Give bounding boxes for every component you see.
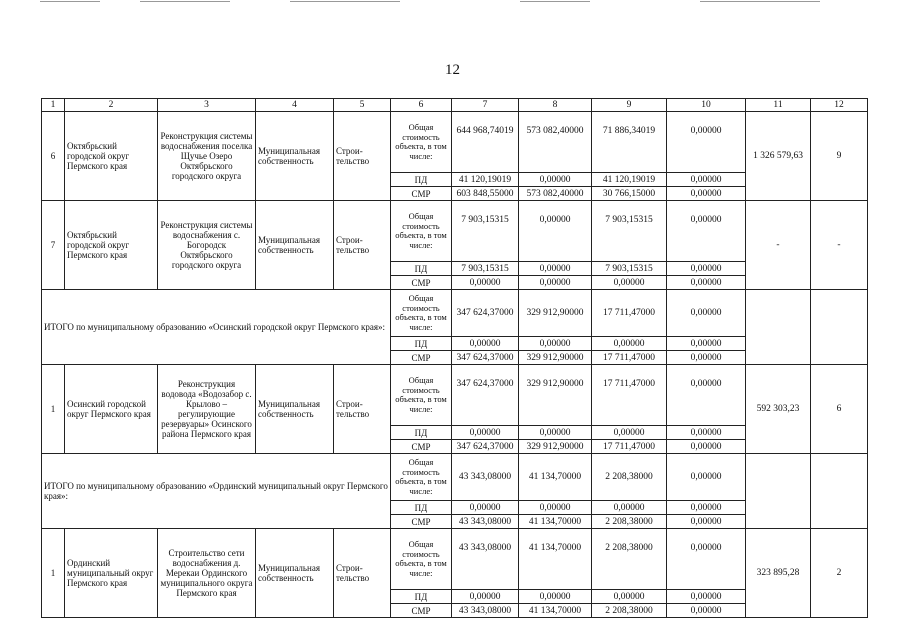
empty-cell bbox=[746, 454, 811, 529]
value-cell: 0,00000 bbox=[667, 337, 746, 351]
value-cell: 2 208,38000 bbox=[592, 529, 667, 590]
value-cell: 17 711,47000 bbox=[592, 351, 667, 365]
value-cell: 71 886,34019 bbox=[592, 112, 667, 173]
value-cell: 0,00000 bbox=[519, 173, 592, 187]
value-cell: 0,00000 bbox=[667, 173, 746, 187]
value-cell: 17 711,47000 bbox=[592, 290, 667, 337]
value-cell: 0,00000 bbox=[592, 426, 667, 440]
value-cell: 329 912,90000 bbox=[519, 351, 592, 365]
value-cell: 2 208,38000 bbox=[592, 515, 667, 529]
value-cell: 2 208,38000 bbox=[592, 454, 667, 501]
table-row bbox=[42, 201, 868, 262]
value-cell: 329 912,90000 bbox=[519, 440, 592, 454]
value-cell: 329 912,90000 bbox=[519, 365, 592, 426]
value-cell: 0,00000 bbox=[452, 276, 519, 290]
value-cell: 0,00000 bbox=[452, 426, 519, 440]
value-cell: 0,00000 bbox=[519, 201, 592, 262]
value-cell: 7 903,15315 bbox=[592, 262, 667, 276]
row-number: 6 bbox=[42, 112, 65, 201]
value-cell: 0,00000 bbox=[519, 337, 592, 351]
value-cell: 0,00000 bbox=[667, 440, 746, 454]
value-cell: 0,00000 bbox=[667, 201, 746, 262]
column-11-cell: 1 326 579,63 bbox=[746, 112, 811, 201]
value-cell: 0,00000 bbox=[667, 365, 746, 426]
value-cell: 347 624,37000 bbox=[452, 365, 519, 426]
column-number: 12 bbox=[811, 99, 868, 112]
pd-label: ПД bbox=[391, 426, 452, 440]
value-cell: 0,00000 bbox=[452, 590, 519, 604]
itogo-row bbox=[42, 454, 868, 501]
column-number: 7 bbox=[452, 99, 519, 112]
column-number-row bbox=[42, 99, 868, 112]
table-row bbox=[42, 365, 868, 426]
value-cell: 0,00000 bbox=[592, 590, 667, 604]
pd-label: ПД bbox=[391, 501, 452, 515]
table-row bbox=[42, 112, 868, 173]
value-cell: 0,00000 bbox=[519, 426, 592, 440]
value-cell: 0,00000 bbox=[667, 515, 746, 529]
value-cell: 41 134,70000 bbox=[519, 529, 592, 590]
project-name-cell: Реконструкция системы водоснабжения с. Богородск Октябрьского городского округа bbox=[158, 201, 256, 290]
value-cell: 7 903,15315 bbox=[452, 201, 519, 262]
table-row bbox=[42, 529, 868, 590]
column-number: 4 bbox=[256, 99, 334, 112]
value-cell: 0,00000 bbox=[667, 276, 746, 290]
column-12-cell: 6 bbox=[811, 365, 868, 454]
smr-label: СМР bbox=[391, 604, 452, 618]
row-number: 7 bbox=[42, 201, 65, 290]
pd-label: ПД bbox=[391, 590, 452, 604]
value-cell: 0,00000 bbox=[519, 262, 592, 276]
value-cell: 2 208,38000 bbox=[592, 604, 667, 618]
project-name-cell: Строительство сети водоснабжения д. Мерекаи Ординского муниципального округа Пермского края bbox=[158, 529, 256, 618]
pd-label: ПД bbox=[391, 337, 452, 351]
projects-table bbox=[41, 98, 868, 618]
value-cell: 0,00000 bbox=[667, 262, 746, 276]
value-cell: 0,00000 bbox=[667, 590, 746, 604]
value-cell: 0,00000 bbox=[667, 454, 746, 501]
municipality-cell: Осинский городской округ Пермского края bbox=[65, 365, 158, 454]
empty-cell bbox=[811, 454, 868, 529]
empty-cell bbox=[746, 290, 811, 365]
scan-top-marks bbox=[0, 0, 905, 4]
total-cost-label: Общая стоимость объекта, в том числе: bbox=[391, 290, 452, 337]
column-number: 6 bbox=[391, 99, 452, 112]
value-cell: 573 082,40000 bbox=[519, 187, 592, 201]
total-cost-label: Общая стоимость объекта, в том числе: bbox=[391, 365, 452, 426]
value-cell: 0,00000 bbox=[667, 529, 746, 590]
smr-label: СМР bbox=[391, 276, 452, 290]
smr-label: СМР bbox=[391, 351, 452, 365]
value-cell: 17 711,47000 bbox=[592, 440, 667, 454]
column-12-cell: 9 bbox=[811, 112, 868, 201]
value-cell: 0,00000 bbox=[592, 276, 667, 290]
value-cell: 7 903,15315 bbox=[592, 201, 667, 262]
municipality-cell: Октябрьский городской округ Пермского края bbox=[65, 201, 158, 290]
pd-label: ПД bbox=[391, 262, 452, 276]
column-number: 5 bbox=[334, 99, 391, 112]
value-cell: 41 134,70000 bbox=[519, 515, 592, 529]
pd-label: ПД bbox=[391, 173, 452, 187]
column-number: 3 bbox=[158, 99, 256, 112]
value-cell: 43 343,08000 bbox=[452, 515, 519, 529]
empty-cell bbox=[811, 290, 868, 365]
smr-label: СМР bbox=[391, 187, 452, 201]
value-cell: 41 134,70000 bbox=[519, 604, 592, 618]
row-number: 1 bbox=[42, 529, 65, 618]
value-cell: 573 082,40000 bbox=[519, 112, 592, 173]
value-cell: 41 120,19019 bbox=[592, 173, 667, 187]
value-cell: 0,00000 bbox=[592, 501, 667, 515]
total-cost-label: Общая стоимость объекта, в том числе: bbox=[391, 454, 452, 501]
column-12-cell: 2 bbox=[811, 529, 868, 618]
value-cell: 7 903,15315 bbox=[452, 262, 519, 276]
project-name-cell: Реконструкция водовода «Водозабор с. Крылово – регулирующие резервуары» Осинского района Пермского края bbox=[158, 365, 256, 454]
value-cell: 644 968,74019 bbox=[452, 112, 519, 173]
smr-label: СМР bbox=[391, 515, 452, 529]
value-cell: 329 912,90000 bbox=[519, 290, 592, 337]
value-cell: 0,00000 bbox=[667, 604, 746, 618]
column-number: 8 bbox=[519, 99, 592, 112]
value-cell: 0,00000 bbox=[667, 112, 746, 173]
smr-label: СМР bbox=[391, 440, 452, 454]
work-type-cell: Строи-тельство bbox=[334, 201, 391, 290]
column-11-cell: - bbox=[746, 201, 811, 290]
ownership-cell: Муниципальная собственность bbox=[256, 365, 334, 454]
itogo-label: ИТОГО по муниципальному образованию «Ординский муниципальный округ Пермского края»: bbox=[42, 454, 391, 529]
value-cell: 0,00000 bbox=[519, 590, 592, 604]
value-cell: 0,00000 bbox=[667, 501, 746, 515]
work-type-cell: Строи-тельство bbox=[334, 112, 391, 201]
value-cell: 43 343,08000 bbox=[452, 604, 519, 618]
ownership-cell: Муниципальная собственность bbox=[256, 529, 334, 618]
ownership-cell: Муниципальная собственность bbox=[256, 112, 334, 201]
value-cell: 41 134,70000 bbox=[519, 454, 592, 501]
value-cell: 0,00000 bbox=[592, 337, 667, 351]
row-number: 1 bbox=[42, 365, 65, 454]
total-cost-label: Общая стоимость объекта, в том числе: bbox=[391, 201, 452, 262]
municipality-cell: Ординский муниципальный округ Пермского края bbox=[65, 529, 158, 618]
value-cell: 0,00000 bbox=[519, 501, 592, 515]
value-cell: 17 711,47000 bbox=[592, 365, 667, 426]
column-number: 1 bbox=[42, 99, 65, 112]
column-11-cell: 323 895,28 bbox=[746, 529, 811, 618]
page-number: 12 bbox=[445, 62, 460, 78]
column-number: 9 bbox=[592, 99, 667, 112]
value-cell: 347 624,37000 bbox=[452, 440, 519, 454]
work-type-cell: Строи-тельство bbox=[334, 529, 391, 618]
value-cell: 603 848,55000 bbox=[452, 187, 519, 201]
value-cell: 43 343,08000 bbox=[452, 529, 519, 590]
value-cell: 347 624,37000 bbox=[452, 290, 519, 337]
value-cell: 0,00000 bbox=[667, 426, 746, 440]
municipality-cell: Октябрьский городской округ Пермского края bbox=[65, 112, 158, 201]
value-cell: 347 624,37000 bbox=[452, 351, 519, 365]
value-cell: 0,00000 bbox=[667, 290, 746, 337]
column-number: 11 bbox=[746, 99, 811, 112]
value-cell: 0,00000 bbox=[667, 187, 746, 201]
value-cell: 41 120,19019 bbox=[452, 173, 519, 187]
value-cell: 0,00000 bbox=[452, 337, 519, 351]
ownership-cell: Муниципальная собственность bbox=[256, 201, 334, 290]
total-cost-label: Общая стоимость объекта, в том числе: bbox=[391, 112, 452, 173]
column-12-cell: - bbox=[811, 201, 868, 290]
itogo-row bbox=[42, 290, 868, 337]
column-11-cell: 592 303,23 bbox=[746, 365, 811, 454]
value-cell: 30 766,15000 bbox=[592, 187, 667, 201]
value-cell: 0,00000 bbox=[452, 501, 519, 515]
value-cell: 43 343,08000 bbox=[452, 454, 519, 501]
total-cost-label: Общая стоимость объекта, в том числе: bbox=[391, 529, 452, 590]
column-number: 10 bbox=[667, 99, 746, 112]
project-name-cell: Реконструкция системы водоснабжения поселка Щучье Озеро Октябрьского городского округа bbox=[158, 112, 256, 201]
itogo-label: ИТОГО по муниципальному образованию «Осинский городской округ Пермского края»: bbox=[42, 290, 391, 365]
column-number: 2 bbox=[65, 99, 158, 112]
work-type-cell: Строи-тельство bbox=[334, 365, 391, 454]
value-cell: 0,00000 bbox=[519, 276, 592, 290]
value-cell: 0,00000 bbox=[667, 351, 746, 365]
